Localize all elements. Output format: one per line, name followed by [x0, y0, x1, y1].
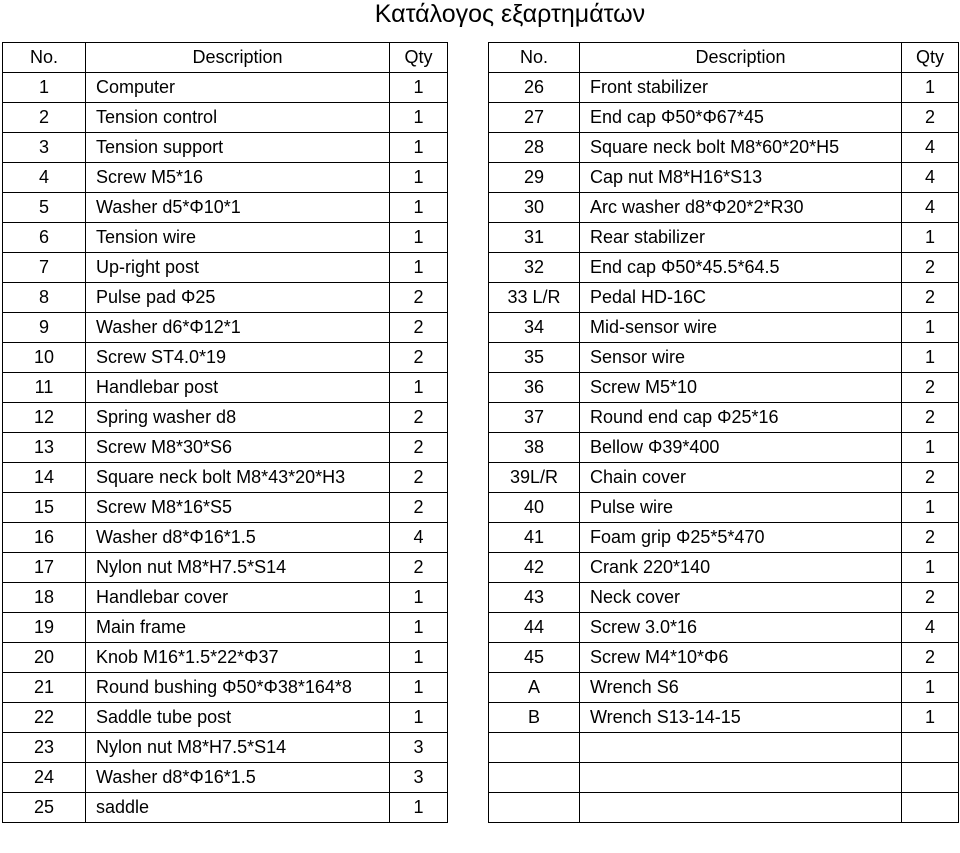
- part-number: 33 L/R: [489, 283, 580, 313]
- part-description: [580, 733, 902, 763]
- part-qty: 2: [902, 463, 959, 493]
- part-number: 16: [3, 523, 86, 553]
- table-row: [489, 733, 959, 763]
- table-row: [489, 493, 959, 523]
- table-row: [489, 133, 959, 163]
- part-description: Wrench S13-14-15: [580, 703, 902, 733]
- part-description: Pedal HD-16C: [580, 283, 902, 313]
- part-number: 28: [489, 133, 580, 163]
- part-number: 20: [3, 643, 86, 673]
- part-qty: 1: [390, 703, 448, 733]
- table-row: [489, 373, 959, 403]
- table-row: [3, 253, 448, 283]
- part-description: Screw 3.0*16: [580, 613, 902, 643]
- table-row: [489, 223, 959, 253]
- part-qty: 2: [902, 253, 959, 283]
- part-number: 43: [489, 583, 580, 613]
- table-row: [489, 763, 959, 793]
- part-description: saddle: [86, 793, 390, 823]
- table-row: [489, 73, 959, 103]
- table-row: [3, 163, 448, 193]
- part-qty: 4: [390, 523, 448, 553]
- part-number: 30: [489, 193, 580, 223]
- part-number: 24: [3, 763, 86, 793]
- part-number: 23: [3, 733, 86, 763]
- header-row: [3, 43, 448, 73]
- part-number: B: [489, 703, 580, 733]
- part-description: Screw ST4.0*19: [86, 343, 390, 373]
- table-row: [489, 283, 959, 313]
- part-number: 19: [3, 613, 86, 643]
- part-description: Tension wire: [86, 223, 390, 253]
- part-number: 4: [3, 163, 86, 193]
- header-no: No.: [489, 43, 580, 73]
- part-description: Cap nut M8*H16*S13: [580, 163, 902, 193]
- part-description: Nylon nut M8*H7.5*S14: [86, 553, 390, 583]
- part-description: Tension control: [86, 103, 390, 133]
- part-description: Washer d6*Φ12*1: [86, 313, 390, 343]
- part-number: 36: [489, 373, 580, 403]
- part-number: 3: [3, 133, 86, 163]
- part-qty: 1: [390, 583, 448, 613]
- part-qty: 2: [390, 433, 448, 463]
- part-number: 7: [3, 253, 86, 283]
- part-description: Nylon nut M8*H7.5*S14: [86, 733, 390, 763]
- part-qty: 4: [902, 133, 959, 163]
- table-row: [3, 793, 448, 823]
- part-description: Rear stabilizer: [580, 223, 902, 253]
- header-no: No.: [3, 43, 86, 73]
- part-description: Washer d8*Φ16*1.5: [86, 763, 390, 793]
- part-number: 21: [3, 673, 86, 703]
- part-number: 10: [3, 343, 86, 373]
- part-number: 1: [3, 73, 86, 103]
- page-title: Κατάλογος εξαρτημάτων: [374, 0, 646, 28]
- part-description: Handlebar post: [86, 373, 390, 403]
- table-row: [3, 403, 448, 433]
- table-row: [489, 673, 959, 703]
- part-qty: 1: [902, 493, 959, 523]
- parts-table-left: [2, 42, 448, 823]
- part-description: Screw M5*10: [580, 373, 902, 403]
- part-qty: 2: [902, 403, 959, 433]
- part-description: Screw M4*10*Φ6: [580, 643, 902, 673]
- part-description: Wrench S6: [580, 673, 902, 703]
- part-description: Bellow Φ39*400: [580, 433, 902, 463]
- part-qty: 2: [390, 403, 448, 433]
- part-number: 22: [3, 703, 86, 733]
- part-description: Main frame: [86, 613, 390, 643]
- table-row: [3, 523, 448, 553]
- part-description: [580, 763, 902, 793]
- part-description: Pulse pad Φ25: [86, 283, 390, 313]
- part-description: Screw M8*16*S5: [86, 493, 390, 523]
- part-qty: 1: [390, 253, 448, 283]
- part-qty: 3: [390, 733, 448, 763]
- part-description: Up-right post: [86, 253, 390, 283]
- part-description: Screw M8*30*S6: [86, 433, 390, 463]
- part-qty: 2: [390, 493, 448, 523]
- part-qty: 1: [390, 133, 448, 163]
- part-number: [489, 733, 580, 763]
- header-description: Description: [86, 43, 390, 73]
- table-row: [489, 193, 959, 223]
- part-number: 13: [3, 433, 86, 463]
- part-qty: 2: [902, 523, 959, 553]
- table-row: [3, 193, 448, 223]
- part-number: 41: [489, 523, 580, 553]
- part-qty: [902, 733, 959, 763]
- part-description: Crank 220*140: [580, 553, 902, 583]
- part-qty: 2: [902, 643, 959, 673]
- part-qty: 1: [390, 373, 448, 403]
- table-row: [489, 583, 959, 613]
- part-description: End cap Φ50*Φ67*45: [580, 103, 902, 133]
- part-description: Chain cover: [580, 463, 902, 493]
- table-row: [489, 463, 959, 493]
- table-row: [3, 583, 448, 613]
- part-number: 6: [3, 223, 86, 253]
- part-qty: 1: [902, 73, 959, 103]
- part-number: 44: [489, 613, 580, 643]
- table-row: [3, 763, 448, 793]
- part-description: Washer d8*Φ16*1.5: [86, 523, 390, 553]
- part-qty: 1: [390, 193, 448, 223]
- part-number: 38: [489, 433, 580, 463]
- part-description: End cap Φ50*45.5*64.5: [580, 253, 902, 283]
- part-number: A: [489, 673, 580, 703]
- table-row: [3, 373, 448, 403]
- part-description: Front stabilizer: [580, 73, 902, 103]
- part-number: 29: [489, 163, 580, 193]
- part-number: 39L/R: [489, 463, 580, 493]
- table-row: [489, 343, 959, 373]
- part-description: Sensor wire: [580, 343, 902, 373]
- table-row: [3, 223, 448, 253]
- table-row: [489, 523, 959, 553]
- part-description: Screw M5*16: [86, 163, 390, 193]
- table-row: [3, 643, 448, 673]
- table-row: [489, 793, 959, 823]
- part-qty: 1: [902, 433, 959, 463]
- part-qty: 2: [902, 373, 959, 403]
- part-description: Tension support: [86, 133, 390, 163]
- part-qty: 1: [390, 223, 448, 253]
- part-qty: 1: [390, 643, 448, 673]
- part-qty: 1: [902, 223, 959, 253]
- part-number: 26: [489, 73, 580, 103]
- table-row: [489, 433, 959, 463]
- part-number: 12: [3, 403, 86, 433]
- part-number: [489, 793, 580, 823]
- part-description: [580, 793, 902, 823]
- part-number: 17: [3, 553, 86, 583]
- table-row: [489, 253, 959, 283]
- table-row: [3, 463, 448, 493]
- table-row: [489, 403, 959, 433]
- part-number: 15: [3, 493, 86, 523]
- part-qty: 1: [390, 793, 448, 823]
- part-description: Arc washer d8*Φ20*2*R30: [580, 193, 902, 223]
- table-row: [3, 283, 448, 313]
- part-qty: 1: [390, 73, 448, 103]
- part-number: 37: [489, 403, 580, 433]
- table-row: [489, 103, 959, 133]
- part-qty: 4: [902, 193, 959, 223]
- part-qty: 4: [902, 613, 959, 643]
- part-qty: 1: [902, 553, 959, 583]
- part-description: Neck cover: [580, 583, 902, 613]
- part-description: Handlebar cover: [86, 583, 390, 613]
- table-row: [489, 703, 959, 733]
- part-qty: 1: [902, 673, 959, 703]
- part-description: Washer d5*Φ10*1: [86, 193, 390, 223]
- part-number: 40: [489, 493, 580, 523]
- part-description: Foam grip Φ25*5*470: [580, 523, 902, 553]
- part-number: 31: [489, 223, 580, 253]
- part-qty: 1: [390, 613, 448, 643]
- part-number: 5: [3, 193, 86, 223]
- part-qty: 2: [390, 343, 448, 373]
- part-qty: 2: [390, 283, 448, 313]
- table-row: [3, 73, 448, 103]
- part-number: 8: [3, 283, 86, 313]
- table-row: [489, 553, 959, 583]
- table-row: [3, 703, 448, 733]
- table-row: [3, 313, 448, 343]
- part-qty: 1: [902, 313, 959, 343]
- part-qty: 2: [902, 103, 959, 133]
- header-qty: Qty: [390, 43, 448, 73]
- header-row: [489, 43, 959, 73]
- part-description: Mid-sensor wire: [580, 313, 902, 343]
- table-row: [489, 163, 959, 193]
- part-qty: 1: [390, 103, 448, 133]
- part-description: Square neck bolt M8*60*20*H5: [580, 133, 902, 163]
- part-number: 14: [3, 463, 86, 493]
- part-number: 32: [489, 253, 580, 283]
- part-number: 18: [3, 583, 86, 613]
- table-row: [3, 343, 448, 373]
- part-number: 9: [3, 313, 86, 343]
- parts-table-right: [488, 42, 959, 823]
- part-number: 45: [489, 643, 580, 673]
- table-row: [3, 613, 448, 643]
- part-qty: 2: [390, 463, 448, 493]
- table-row: [3, 493, 448, 523]
- part-qty: 3: [390, 763, 448, 793]
- part-qty: 2: [390, 313, 448, 343]
- part-number: 11: [3, 373, 86, 403]
- part-number: 27: [489, 103, 580, 133]
- table-row: [3, 103, 448, 133]
- part-qty: 2: [390, 553, 448, 583]
- part-qty: 2: [902, 583, 959, 613]
- table-row: [3, 553, 448, 583]
- part-description: Computer: [86, 73, 390, 103]
- table-row: [3, 433, 448, 463]
- table-row: [489, 613, 959, 643]
- part-qty: 1: [902, 703, 959, 733]
- part-description: Round bushing Φ50*Φ38*164*8: [86, 673, 390, 703]
- header-description: Description: [580, 43, 902, 73]
- part-qty: [902, 793, 959, 823]
- table-row: [489, 313, 959, 343]
- part-number: 25: [3, 793, 86, 823]
- part-description: Saddle tube post: [86, 703, 390, 733]
- part-qty: [902, 763, 959, 793]
- part-qty: 4: [902, 163, 959, 193]
- part-qty: 1: [902, 343, 959, 373]
- part-description: Pulse wire: [580, 493, 902, 523]
- table-row: [3, 673, 448, 703]
- part-description: Spring washer d8: [86, 403, 390, 433]
- part-number: [489, 763, 580, 793]
- part-description: Square neck bolt M8*43*20*H3: [86, 463, 390, 493]
- part-qty: 1: [390, 673, 448, 703]
- table-row: [3, 733, 448, 763]
- part-description: Knob M16*1.5*22*Φ37: [86, 643, 390, 673]
- part-description: Round end cap Φ25*16: [580, 403, 902, 433]
- table-row: [489, 643, 959, 673]
- part-number: 35: [489, 343, 580, 373]
- part-number: 42: [489, 553, 580, 583]
- header-qty: Qty: [902, 43, 959, 73]
- part-qty: 1: [390, 163, 448, 193]
- part-qty: 2: [902, 283, 959, 313]
- table-row: [3, 133, 448, 163]
- part-number: 34: [489, 313, 580, 343]
- part-number: 2: [3, 103, 86, 133]
